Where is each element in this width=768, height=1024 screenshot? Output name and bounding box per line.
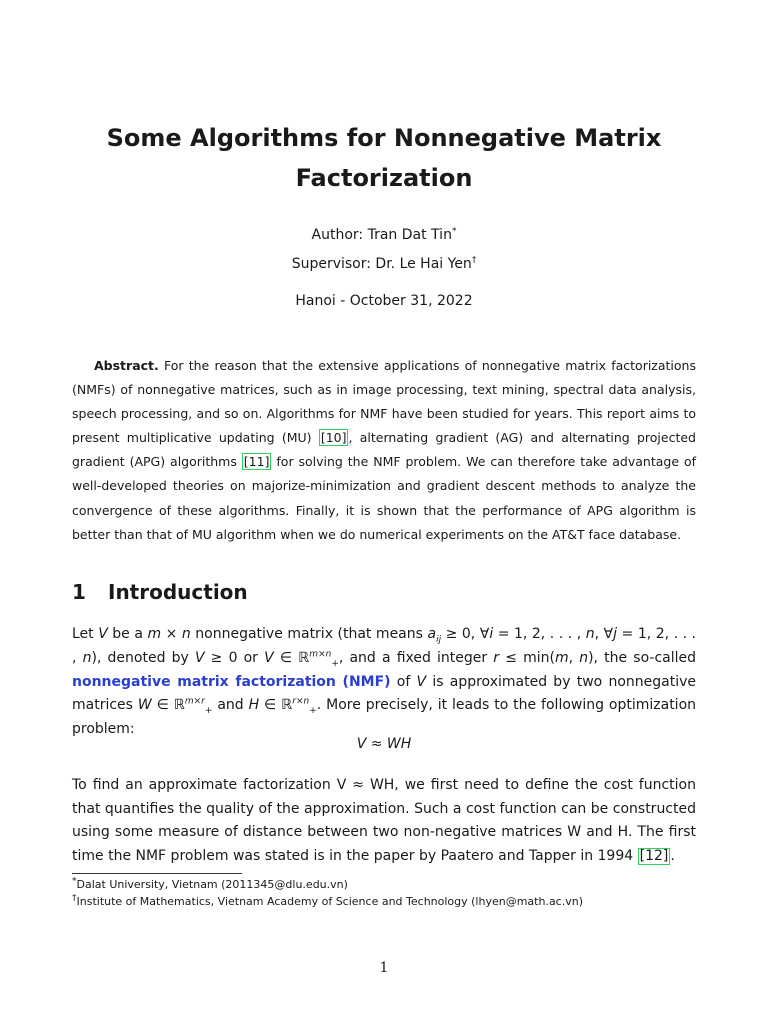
abstract-label: Abstract. xyxy=(94,358,159,373)
footnote-1 xyxy=(72,877,348,893)
section-heading xyxy=(72,578,248,606)
section-title: Introduction xyxy=(108,580,248,604)
page-number: 1 xyxy=(379,960,389,976)
abstract-text-2: , alternating gradient (AG) and alternating projected gradient (APG) algorithms xyxy=(72,430,696,470)
section-number: 1 xyxy=(72,580,86,604)
intro-paragraph-2-text: To find an approximate factorization V ≈ WH, we first need to define the cost function that quantifies the quality of the approximation. Such a cost function can be constructed using some measure of distance between two non-negative matrices W and H. The first time the NMF problem was stated is in the paper by Paatero and Tapper in 1994 xyxy=(72,777,696,864)
supervisor-line xyxy=(0,255,768,273)
author-text: Author: Tran Dat Tin xyxy=(311,227,452,243)
footnote-1-text: Dalat University, Vietnam (2011345@dlu.edu.vn) xyxy=(76,878,348,891)
nmf-term-link[interactable]: nonnegative matrix factorization (NMF) xyxy=(72,673,391,690)
citation-11[interactable]: [11] xyxy=(243,454,270,470)
footnote-1-mark: * xyxy=(72,876,77,887)
footnote-2 xyxy=(72,894,583,910)
paper-title: Some Algorithms for Nonnegative Matrix Factorization xyxy=(106,124,662,192)
author-footnote-mark[interactable]: * xyxy=(451,226,457,237)
equation-v-approx-wh: V ≈ WH xyxy=(356,736,412,752)
intro-paragraph-1: Let V be a m × n nonnegative matrix (that means $a_{ij} \ge 0$, ∀i = 1, 2, . . . , n, ∀j = 1, 2, . . . , n), denoted by V ≥ 0 or V ∈ ℝ$^{m\times n}_+$, and a fixed integer r ≤ min(m, n), the so-called nonnegative matrix factorization (NMF) of V is approximated by two nonnegative matrices W ∈ ℝ$^{m\times r}_+$ and H ∈ ℝ$^{r\times n}_+$. More precisely, it leads to the following optimization problem: xyxy=(72,626,697,738)
intro-paragraph-2-end: . xyxy=(670,847,675,864)
abstract xyxy=(72,354,696,547)
supervisor-text: Supervisor: Dr. Le Hai Yen xyxy=(291,256,472,272)
abstract-text-1: For the reason that the extensive applications of nonnegative matrix factorizations (NMFs) of nonnegative matrices, such as in image processing, text mining, spectral data analysis, speech processing, and so on. Algorithms for NMF have been studied for years. This report aims to present multiplicative updating (MU) xyxy=(72,358,696,446)
citation-10[interactable]: [10] xyxy=(320,430,347,446)
author-line xyxy=(0,226,768,244)
abstract-text-3: for solving the NMF problem. We can therefore take advantage of well-developed theories on majorize-minimization and gradient descent methods to analyze the convergence of these algorithms. Finally, it is shown that the performance of APG algorithm is better than that of MU algorithm when we do numerical experiments on the AT&T face database. xyxy=(72,454,696,542)
intro-paragraph-2 xyxy=(72,774,696,868)
date-line: Hanoi - October 31, 2022 xyxy=(295,293,473,309)
footnote-2-mark: † xyxy=(72,893,77,904)
footnote-2-text: Institute of Mathematics, Vietnam Academy of Science and Technology (lhyen@math.ac.vn) xyxy=(76,895,583,908)
footnote-rule xyxy=(72,873,242,874)
citation-12[interactable]: [12] xyxy=(639,847,669,864)
supervisor-footnote-mark[interactable]: † xyxy=(471,255,477,266)
